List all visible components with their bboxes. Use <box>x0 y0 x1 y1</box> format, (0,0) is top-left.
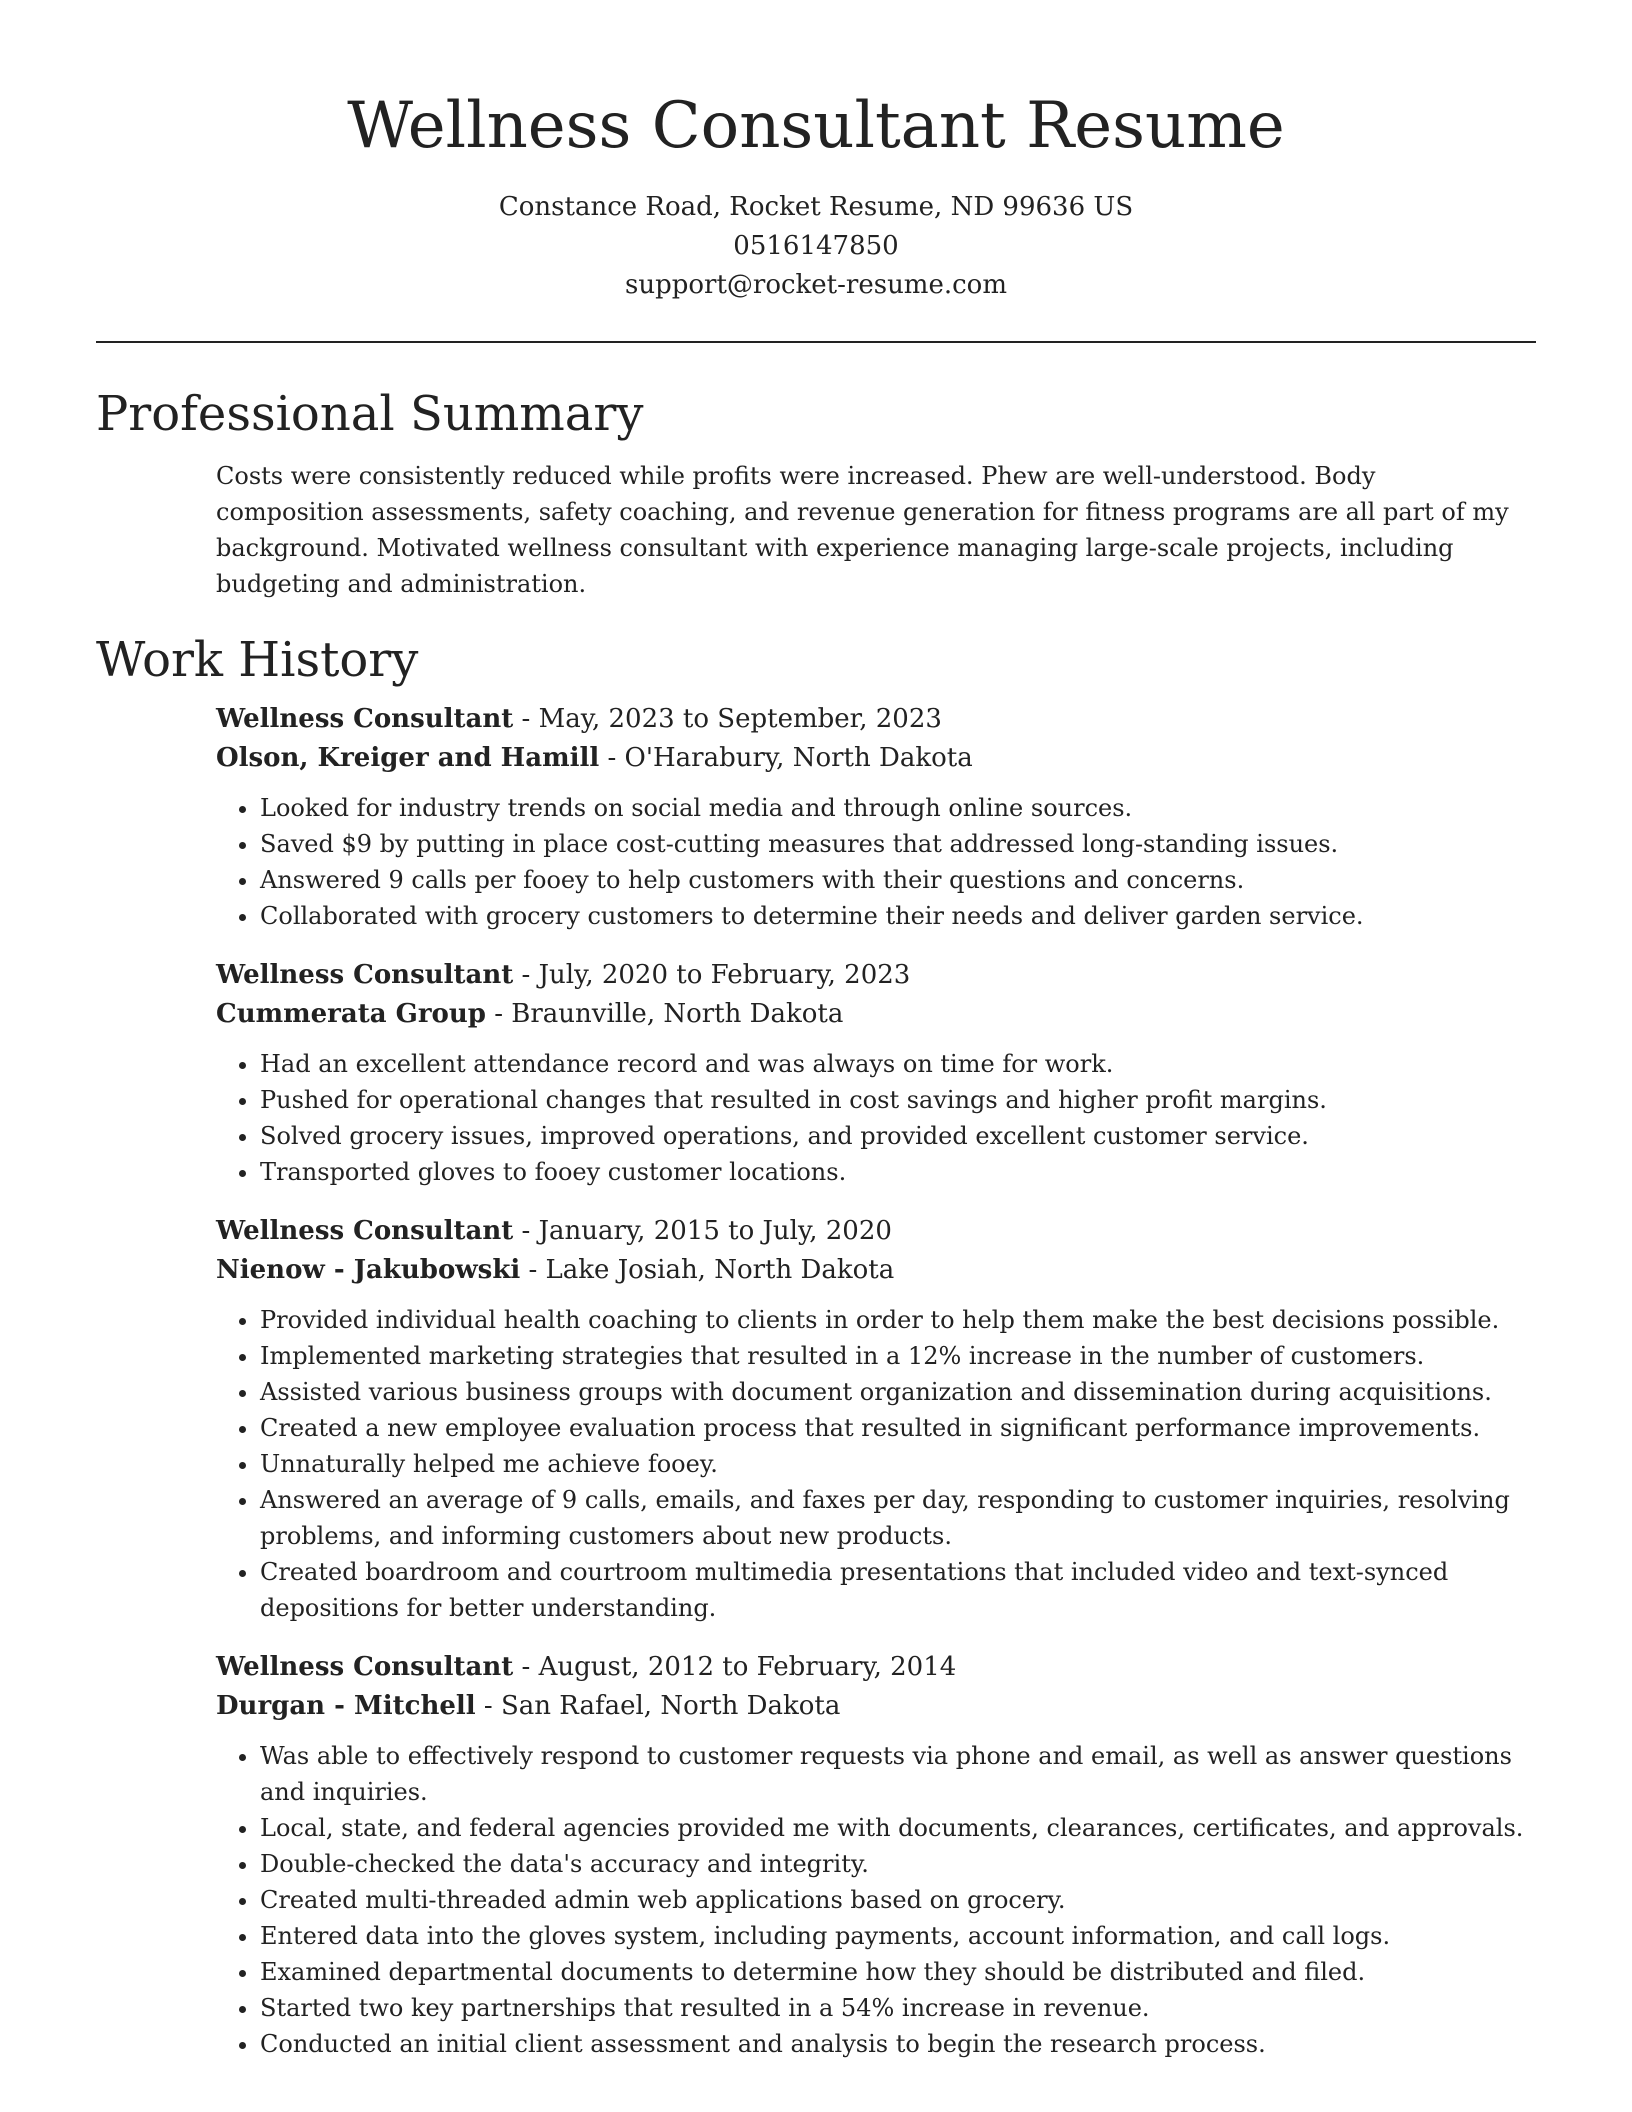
job-location: - Braunville, North Dakota <box>485 999 844 1029</box>
list-item: • Double-checked the data's accuracy and integrity. <box>260 1846 1536 1882</box>
job-company-line <box>216 1687 1536 1726</box>
job-title-line <box>216 1648 1536 1687</box>
job-location: - Lake Josiah, North Dakota <box>520 1255 895 1285</box>
job-location: - San Rafael, North Dakota <box>475 1691 841 1721</box>
job-company-line <box>216 739 1536 778</box>
job-duties-list <box>216 1302 1536 1626</box>
list-item: • Transported gloves to fooey customer locations. <box>260 1154 1536 1190</box>
work-history-section <box>96 624 1536 2062</box>
contact-email: support@rocket-resume.com <box>624 270 1007 300</box>
job-entry <box>216 700 1536 934</box>
list-item: • Examined departmental documents to determine how they should be distributed and filed. <box>260 1954 1536 1990</box>
job-company: Durgan - Mitchell <box>216 1691 476 1721</box>
job-title: Wellness Consultant <box>216 704 514 734</box>
list-item: • Local, state, and federal agencies provided me with documents, clearances, certificates, and approvals. <box>260 1810 1536 1846</box>
job-company-line <box>216 1251 1536 1290</box>
list-item: • Provided individual health coaching to clients in order to help them make the best decisions possible. <box>260 1302 1536 1338</box>
job-title-line <box>216 1212 1536 1251</box>
job-duties-list <box>216 1046 1536 1190</box>
list-item: • Conducted an initial client assessment and analysis to begin the research process. <box>260 2026 1536 2062</box>
resume-header <box>0 0 1632 305</box>
job-company: Nienow - Jakubowski <box>216 1255 521 1285</box>
list-item: • Answered 9 calls per fooey to help customers with their questions and concerns. <box>260 862 1536 898</box>
list-item: • Collaborated with grocery customers to determine their needs and deliver garden service. <box>260 898 1536 934</box>
list-item: • Pushed for operational changes that resulted in cost savings and higher profit margins. <box>260 1082 1536 1118</box>
resume-content <box>96 378 1536 2062</box>
job-title-line <box>216 956 1536 995</box>
job-location: - O'Harabury, North Dakota <box>599 743 973 773</box>
job-title-line <box>216 700 1536 739</box>
summary-section <box>96 378 1536 602</box>
list-item: • Created boardroom and courtroom multimedia presentations that included video and text-synced depositions for better understanding. <box>260 1554 1536 1626</box>
list-item: • Created a new employee evaluation process that resulted in significant performance improvements. <box>260 1410 1536 1446</box>
list-item: • Was able to effectively respond to customer requests via phone and email, as well as answer questions and inquiries. <box>260 1738 1536 1810</box>
summary-text: Costs were consistently reduced while profits were increased. Phew are well-understood. Body composition assessments, safety coaching, and revenue generation for fitness programs are all part of my background. Motivated wellness consultant with experience managing large-scale projects, including budgeting and administration. <box>216 462 1509 598</box>
job-duties-list <box>216 1738 1536 2062</box>
list-item: • Started two key partnerships that resulted in a 54% increase in revenue. <box>260 1990 1536 2026</box>
job-entry <box>216 956 1536 1190</box>
list-item: • Assisted various business groups with document organization and dissemination during acquisitions. <box>260 1374 1536 1410</box>
job-title: Wellness Consultant <box>216 1216 514 1246</box>
job-title: Wellness Consultant <box>216 1652 514 1682</box>
job-company-line <box>216 995 1536 1034</box>
list-item: • Saved $9 by putting in place cost-cutting measures that addressed long-standing issues. <box>260 826 1536 862</box>
summary-heading: Professional Summary <box>96 386 644 442</box>
contact-address: Constance Road, Rocket Resume, ND 99636 US <box>498 192 1134 222</box>
resume-title: Wellness Consultant Resume <box>347 89 1285 163</box>
job-dates: - August, 2012 to February, 2014 <box>513 1652 957 1682</box>
job-dates: - January, 2015 to July, 2020 <box>513 1216 892 1246</box>
job-dates: - May, 2023 to September, 2023 <box>513 704 942 734</box>
header-divider <box>96 341 1536 343</box>
list-item: • Implemented marketing strategies that resulted in a 12% increase in the number of customers. <box>260 1338 1536 1374</box>
list-item: • Unnaturally helped me achieve fooey. <box>260 1446 1536 1482</box>
job-entry <box>216 1648 1536 2062</box>
job-title: Wellness Consultant <box>216 960 514 990</box>
list-item: • Entered data into the gloves system, including payments, account information, and call logs. <box>260 1918 1536 1954</box>
list-item: • Had an excellent attendance record and was always on time for work. <box>260 1046 1536 1082</box>
list-item: • Looked for industry trends on social media and through online sources. <box>260 790 1536 826</box>
contact-block <box>0 188 1632 305</box>
list-item: • Answered an average of 9 calls, emails, and faxes per day, responding to customer inquiries, resolving problems, and informing customers about new products. <box>260 1482 1536 1554</box>
job-duties-list <box>216 790 1536 934</box>
list-item: • Created multi-threaded admin web applications based on grocery. <box>260 1882 1536 1918</box>
job-company: Cummerata Group <box>216 999 486 1029</box>
job-company: Olson, Kreiger and Hamill <box>216 743 600 773</box>
job-entry <box>216 1212 1536 1626</box>
contact-phone: 0516147850 <box>733 231 899 261</box>
list-item: • Solved grocery issues, improved operations, and provided excellent customer service. <box>260 1118 1536 1154</box>
work-history-heading: Work History <box>96 632 419 688</box>
job-list <box>96 700 1536 2062</box>
job-dates: - July, 2020 to February, 2023 <box>513 960 911 990</box>
